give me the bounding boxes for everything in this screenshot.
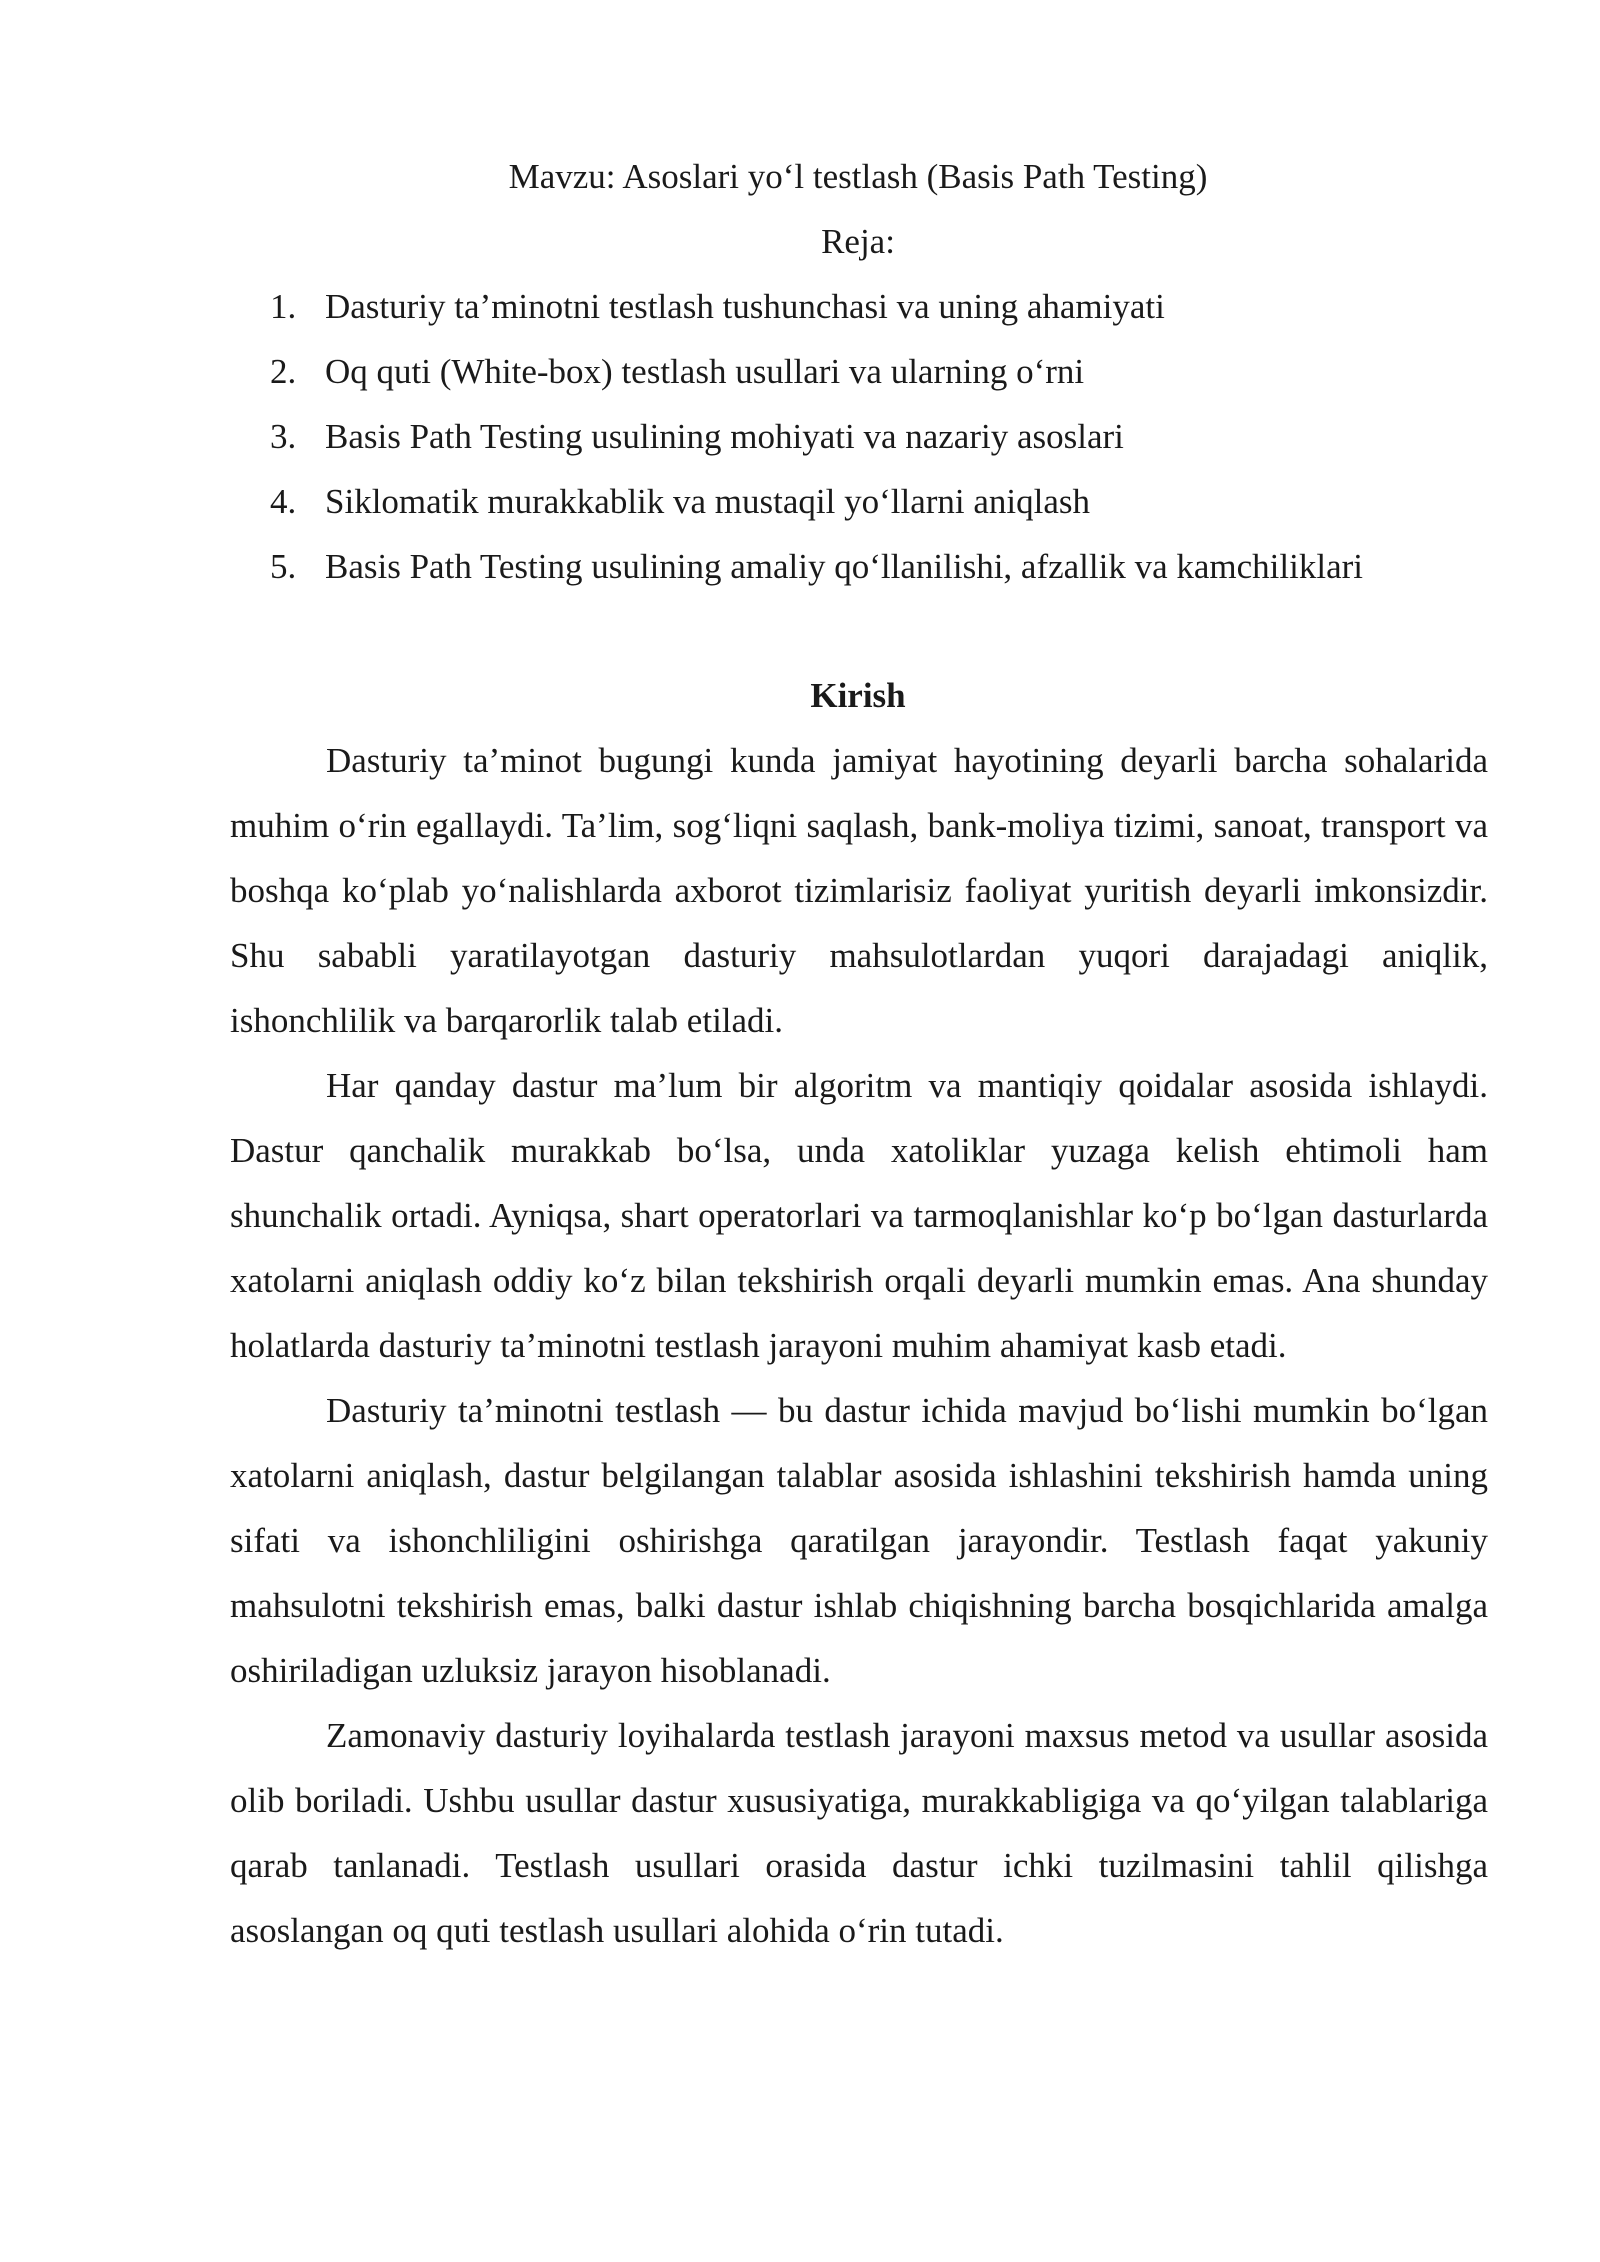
plan-item-text: Siklomatik murakkablik va mustaqil yo‘llarni aniqlash — [325, 482, 1091, 521]
plan-item-number: 4. — [270, 482, 297, 521]
section-heading: Kirish — [810, 676, 906, 715]
plan-item — [270, 469, 1510, 534]
plan-item-text: Basis Path Testing usulining mohiyati va nazariy asoslari — [325, 417, 1124, 456]
body-paragraph: Zamonaviy dasturiy loyihalarda testlash jarayoni maxsus metod va usullar asosida olib boriladi. Ushbu usullar dastur xususiyatiga, murakkabligiga va qo‘yilgan talablariga qarab tanlanadi. Testlash usullari orasida dastur ichki tuzilmasini tahlil qilishga asoslangan oq quti testlash usullari alohida o‘rin tutadi. — [230, 1716, 1488, 1950]
plan-item — [270, 274, 1510, 339]
plan-item — [270, 534, 1510, 599]
plan-item-text: Oq quti (White-box) testlash usullari va ularning o‘rni — [325, 352, 1085, 391]
plan-label: Reja: — [821, 222, 895, 261]
plan-item-number: 1. — [270, 287, 297, 326]
body-paragraph: Dasturiy ta’minotni testlash — bu dastur ichida mavjud bo‘lishi mumkin bo‘lgan xatolarni aniqlash, dastur belgilangan talablar asosida ishlashini tekshirish hamda uning sifati va ishonchliligini oshirishga qaratilgan jarayondir. Testlash faqat yakuniy mahsulotni tekshirish emas, balki dastur ishlab chiqishning barcha bosqichlarida amalga oshiriladigan uzluksiz jarayon hisoblanadi. — [230, 1391, 1488, 1690]
plan-item-number: 3. — [270, 417, 297, 456]
plan-item-text: Dasturiy ta’minotni testlash tushunchasi va uning ahamiyati — [325, 287, 1165, 326]
body-paragraph: Har qanday dastur ma’lum bir algoritm va mantiqiy qoidalar asosida ishlaydi. Dastur qanchalik murakkab bo‘lsa, unda xatoliklar yuzaga kelish ehtimoli ham shunchalik ortadi. Ayniqsa, shart operatorlari va tarmoqlanishlar ko‘p bo‘lgan dasturlarda xatolarni aniqlash oddiy ko‘z bilan tekshirish orqali deyarli mumkin emas. Ana shunday holatlarda dasturiy ta’minotni testlash jarayoni muhim ahamiyat kasb etadi. — [230, 1066, 1488, 1365]
document-title: Mavzu: Asoslari yo‘l testlash (Basis Path Testing) — [508, 157, 1208, 196]
plan-item-number: 5. — [270, 547, 297, 586]
plan-item — [270, 404, 1510, 469]
body-paragraph: Dasturiy ta’minot bugungi kunda jamiyat hayotining deyarli barcha sohalarida muhim o‘rin egallaydi. Ta’lim, sog‘liqni saqlash, bank-moliya tizimi, sanoat, transport va boshqa ko‘plab yo‘nalishlarda axborot tizimlarisiz faoliyat yuritish deyarli imkonsizdir. Shu sababli yaratilayotgan dasturiy mahsulotlardan yuqori darajadagi aniqlik, ishonchlilik va barqarorlik talab etiladi. — [230, 741, 1488, 1040]
plan-item-number: 2. — [270, 352, 297, 391]
plan-list — [270, 274, 1510, 599]
plan-item-text: Basis Path Testing usulining amaliy qo‘llanilishi, afzallik va kamchiliklari — [325, 547, 1363, 586]
plan-item — [270, 339, 1510, 404]
document-body — [230, 728, 1488, 1963]
